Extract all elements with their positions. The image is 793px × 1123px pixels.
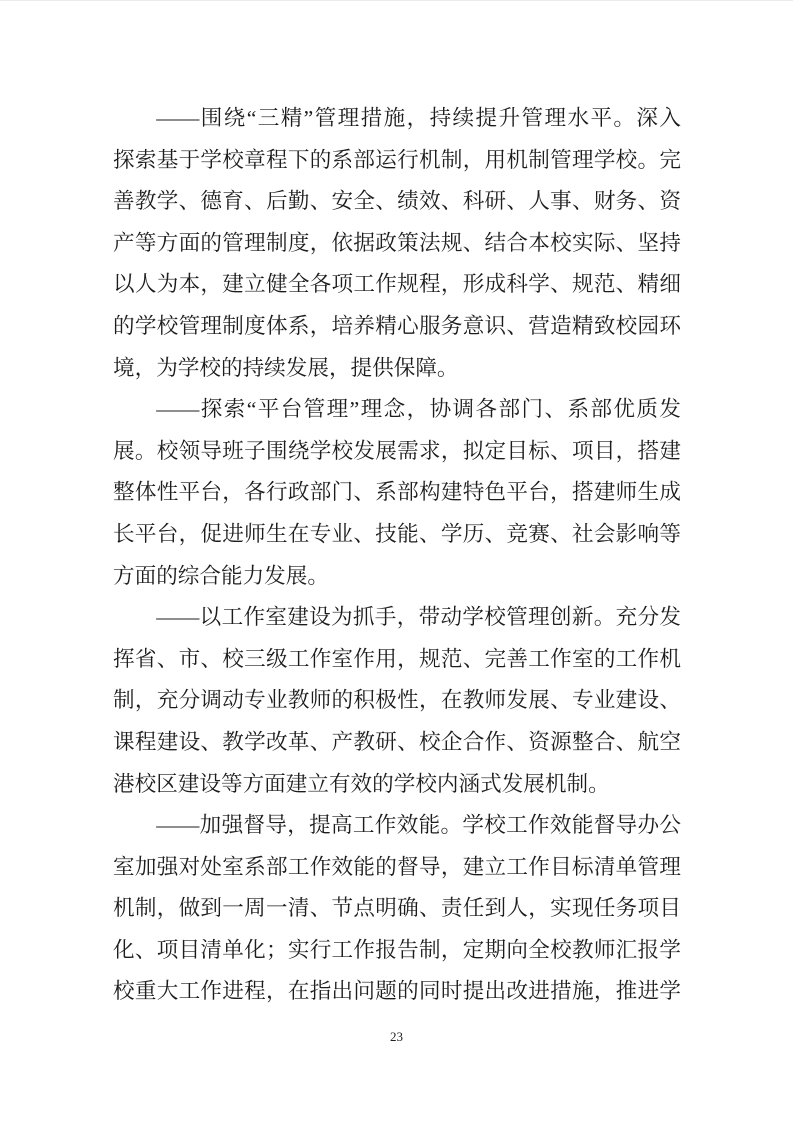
text-line: 产等方面的管理制度，依据政策法规、结合本校实际、坚持 bbox=[113, 230, 681, 255]
text-line: 境，为学校的持续发展，提供保障。 bbox=[113, 355, 459, 380]
text-line: ——探索“平台管理”理念，协调各部门、系部优质发 bbox=[156, 397, 681, 422]
text-line: 探索基于学校章程下的系部运行机制，用机制管理学校。完 bbox=[113, 147, 681, 172]
text-line: 室加强对处室系部工作效能的督导，建立工作目标清单管理 bbox=[113, 854, 681, 879]
text-line: 的学校管理制度体系，培养精心服务意识、营造精致校园环 bbox=[113, 313, 681, 338]
text-line: 长平台，促进师生在专业、技能、学历、竞赛、社会影响等 bbox=[113, 521, 681, 546]
paragraph bbox=[113, 98, 681, 389]
document-body bbox=[113, 98, 681, 1013]
text-line: ——加强督导，提高工作效能。学校工作效能督导办公 bbox=[156, 813, 681, 838]
text-line: 校重大工作进程，在指出问题的同时提出改进措施，推进学 bbox=[113, 979, 681, 1004]
text-line: 展。校领导班子围绕学校发展需求，拟定目标、项目，搭建 bbox=[113, 438, 681, 463]
text-line: 机制，做到一周一清、节点明确、责任到人，实现任务项目 bbox=[113, 896, 681, 921]
text-line: 善教学、德育、后勤、安全、绩效、科研、人事、财务、资 bbox=[113, 189, 681, 214]
text-line: 方面的综合能力发展。 bbox=[113, 563, 329, 588]
paragraph bbox=[113, 805, 681, 1013]
text-line: 制，充分调动专业教师的积极性，在教师发展、专业建设、 bbox=[113, 688, 681, 713]
paragraph bbox=[113, 389, 681, 597]
page-number: 23 bbox=[390, 1029, 403, 1044]
text-line: 港校区建设等方面建立有效的学校内涵式发展机制。 bbox=[113, 771, 610, 796]
text-line: ——围绕“三精”管理措施，持续提升管理水平。深入 bbox=[156, 106, 681, 130]
text-line: ——以工作室建设为抓手，带动学校管理创新。充分发 bbox=[156, 605, 681, 630]
text-line: 挥省、市、校三级工作室作用，规范、完善工作室的工作机 bbox=[113, 646, 681, 671]
paragraph bbox=[113, 597, 681, 805]
text-line: 课程建设、教学改革、产教研、校企合作、资源整合、航空 bbox=[113, 729, 681, 754]
text-line: 以人为本，建立健全各项工作规程，形成科学、规范、精细 bbox=[113, 272, 681, 297]
text-line: 整体性平台，各行政部门、系部构建特色平台，搭建师生成 bbox=[113, 480, 681, 505]
text-line: 化、项目清单化；实行工作报告制，定期向全校教师汇报学 bbox=[113, 937, 681, 962]
